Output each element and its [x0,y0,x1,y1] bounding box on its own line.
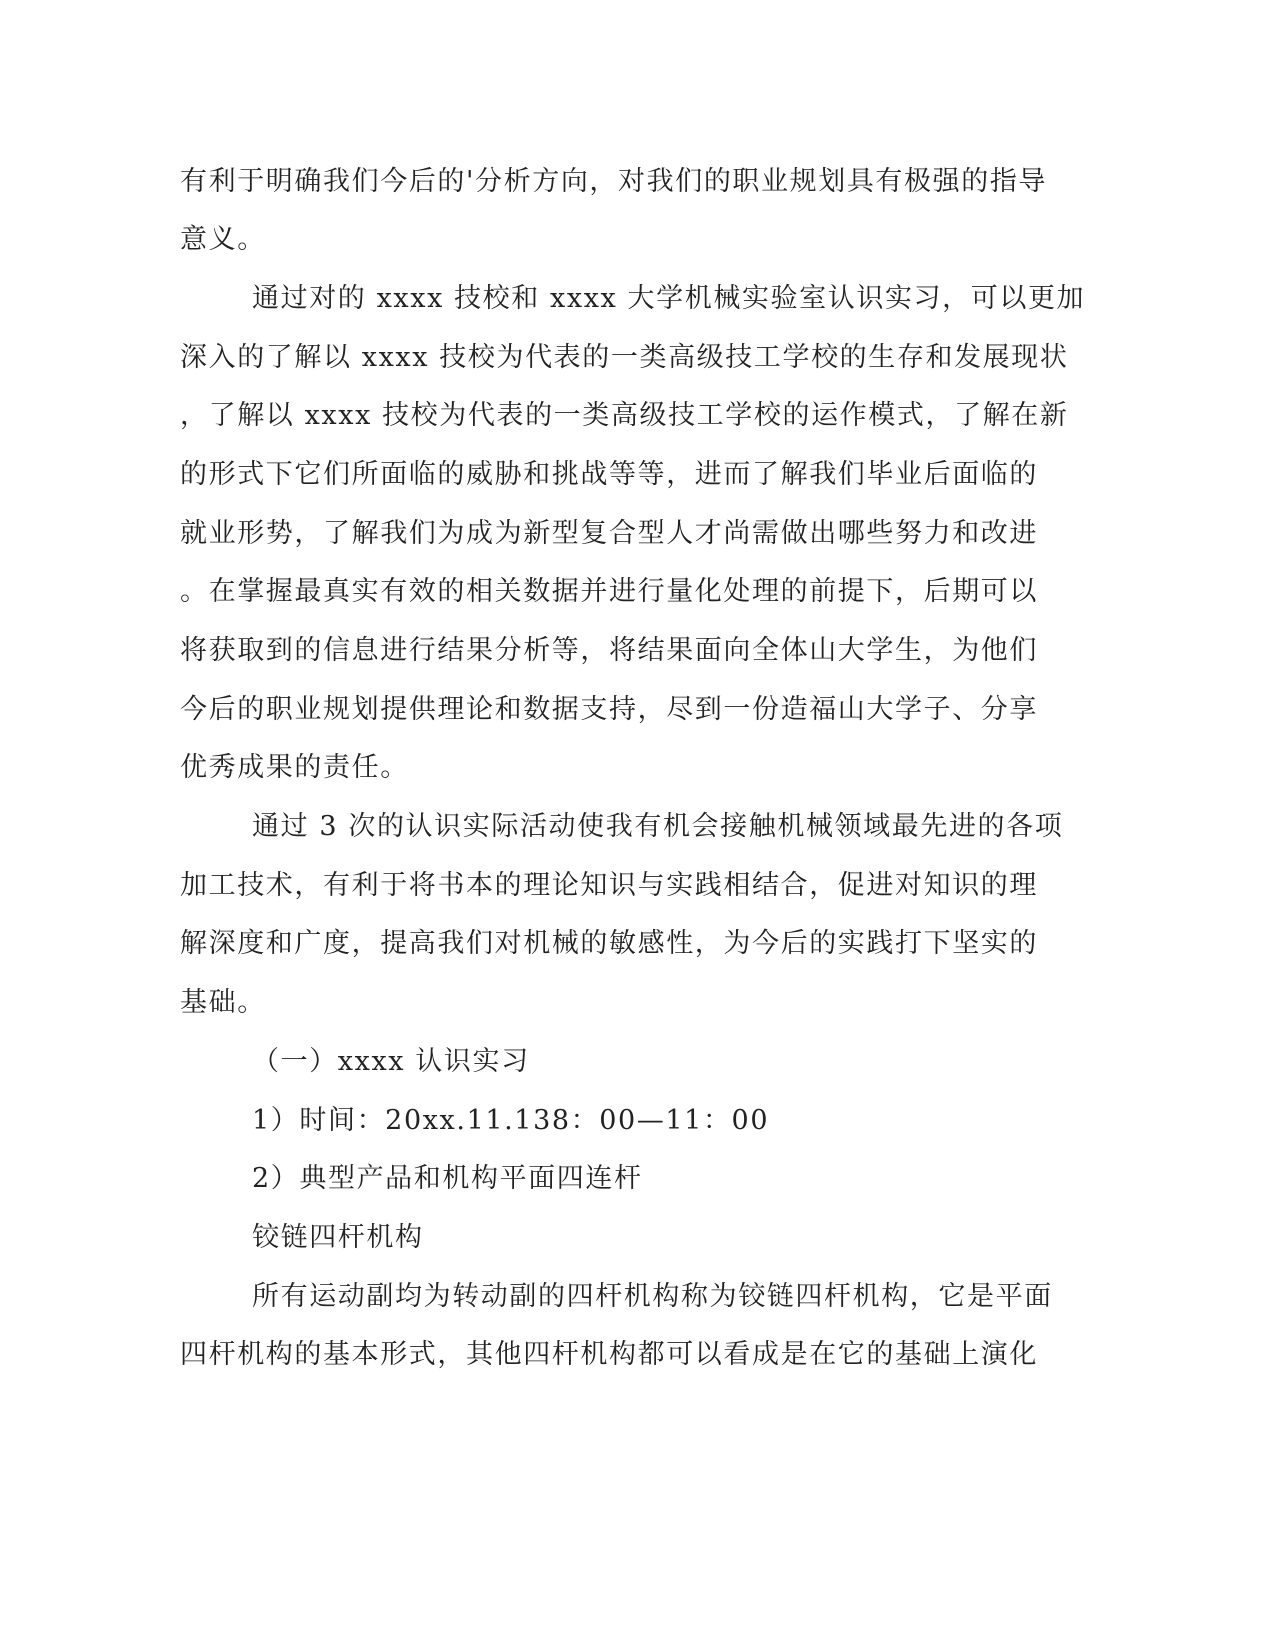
paragraph-line: 的形式下它们所面临的威胁和挑战等等，进而了解我们毕业后面临的 [180,459,1038,490]
list-item: 1）时间：20xx.11.138：00—11：00 [252,1105,770,1136]
paragraph-line: 就业形势，了解我们为成为新型复合型人才尚需做出哪些努力和改进 [180,518,1038,549]
paragraph-line: 意义。 [180,224,266,255]
subheading: 铰链四杆机构 [252,1222,424,1253]
list-item: 2）典型产品和机构平面四连杆 [252,1163,643,1194]
paragraph-line: 基础。 [180,987,266,1018]
paragraph-line: 将获取到的信息进行结果分析等，将结果面向全体山大学生，为他们 [180,635,1038,666]
paragraph-line: 解深度和广度，提高我们对机械的敏感性，为今后的实践打下坚实的 [180,928,1038,959]
paragraph-line: 加工技术，有利于将书本的理论知识与实践相结合，促进对知识的理 [180,870,1038,901]
paragraph-line: 通过 3 次的认识实际活动使我有机会接触机械领域最先进的各项 [252,811,1064,842]
section-heading: （一）xxxx 认识实习 [252,1046,530,1077]
paragraph-line: 通过对的 xxxx 技校和 xxxx 大学机械实验室认识实习，可以更加 [252,283,1086,314]
paragraph-line: ，了解以 xxxx 技校为代表的一类高级技工学校的运作模式，了解在新 [180,400,1069,431]
paragraph-line: 。在掌握最真实有效的相关数据并进行量化处理的前提下，后期可以 [180,576,1038,607]
paragraph-line: 优秀成果的责任。 [180,752,409,783]
paragraph-line: 四杆机构的基本形式，其他四杆机构都可以看成是在它的基础上演化 [180,1339,1038,1370]
paragraph-line: 今后的职业规划提供理论和数据支持，尽到一份造福山大学子、分享 [180,694,1038,725]
paragraph-line: 所有运动副均为转动副的四杆机构称为铰链四杆机构，它是平面 [252,1281,1053,1312]
paragraph-line: 深入的了解以 xxxx 技校为代表的一类高级技工学校的生存和发展现状 [180,342,1069,373]
paragraph-line: 有利于明确我们今后的'分析方向，对我们的职业规划具有极强的指导 [180,166,1048,197]
